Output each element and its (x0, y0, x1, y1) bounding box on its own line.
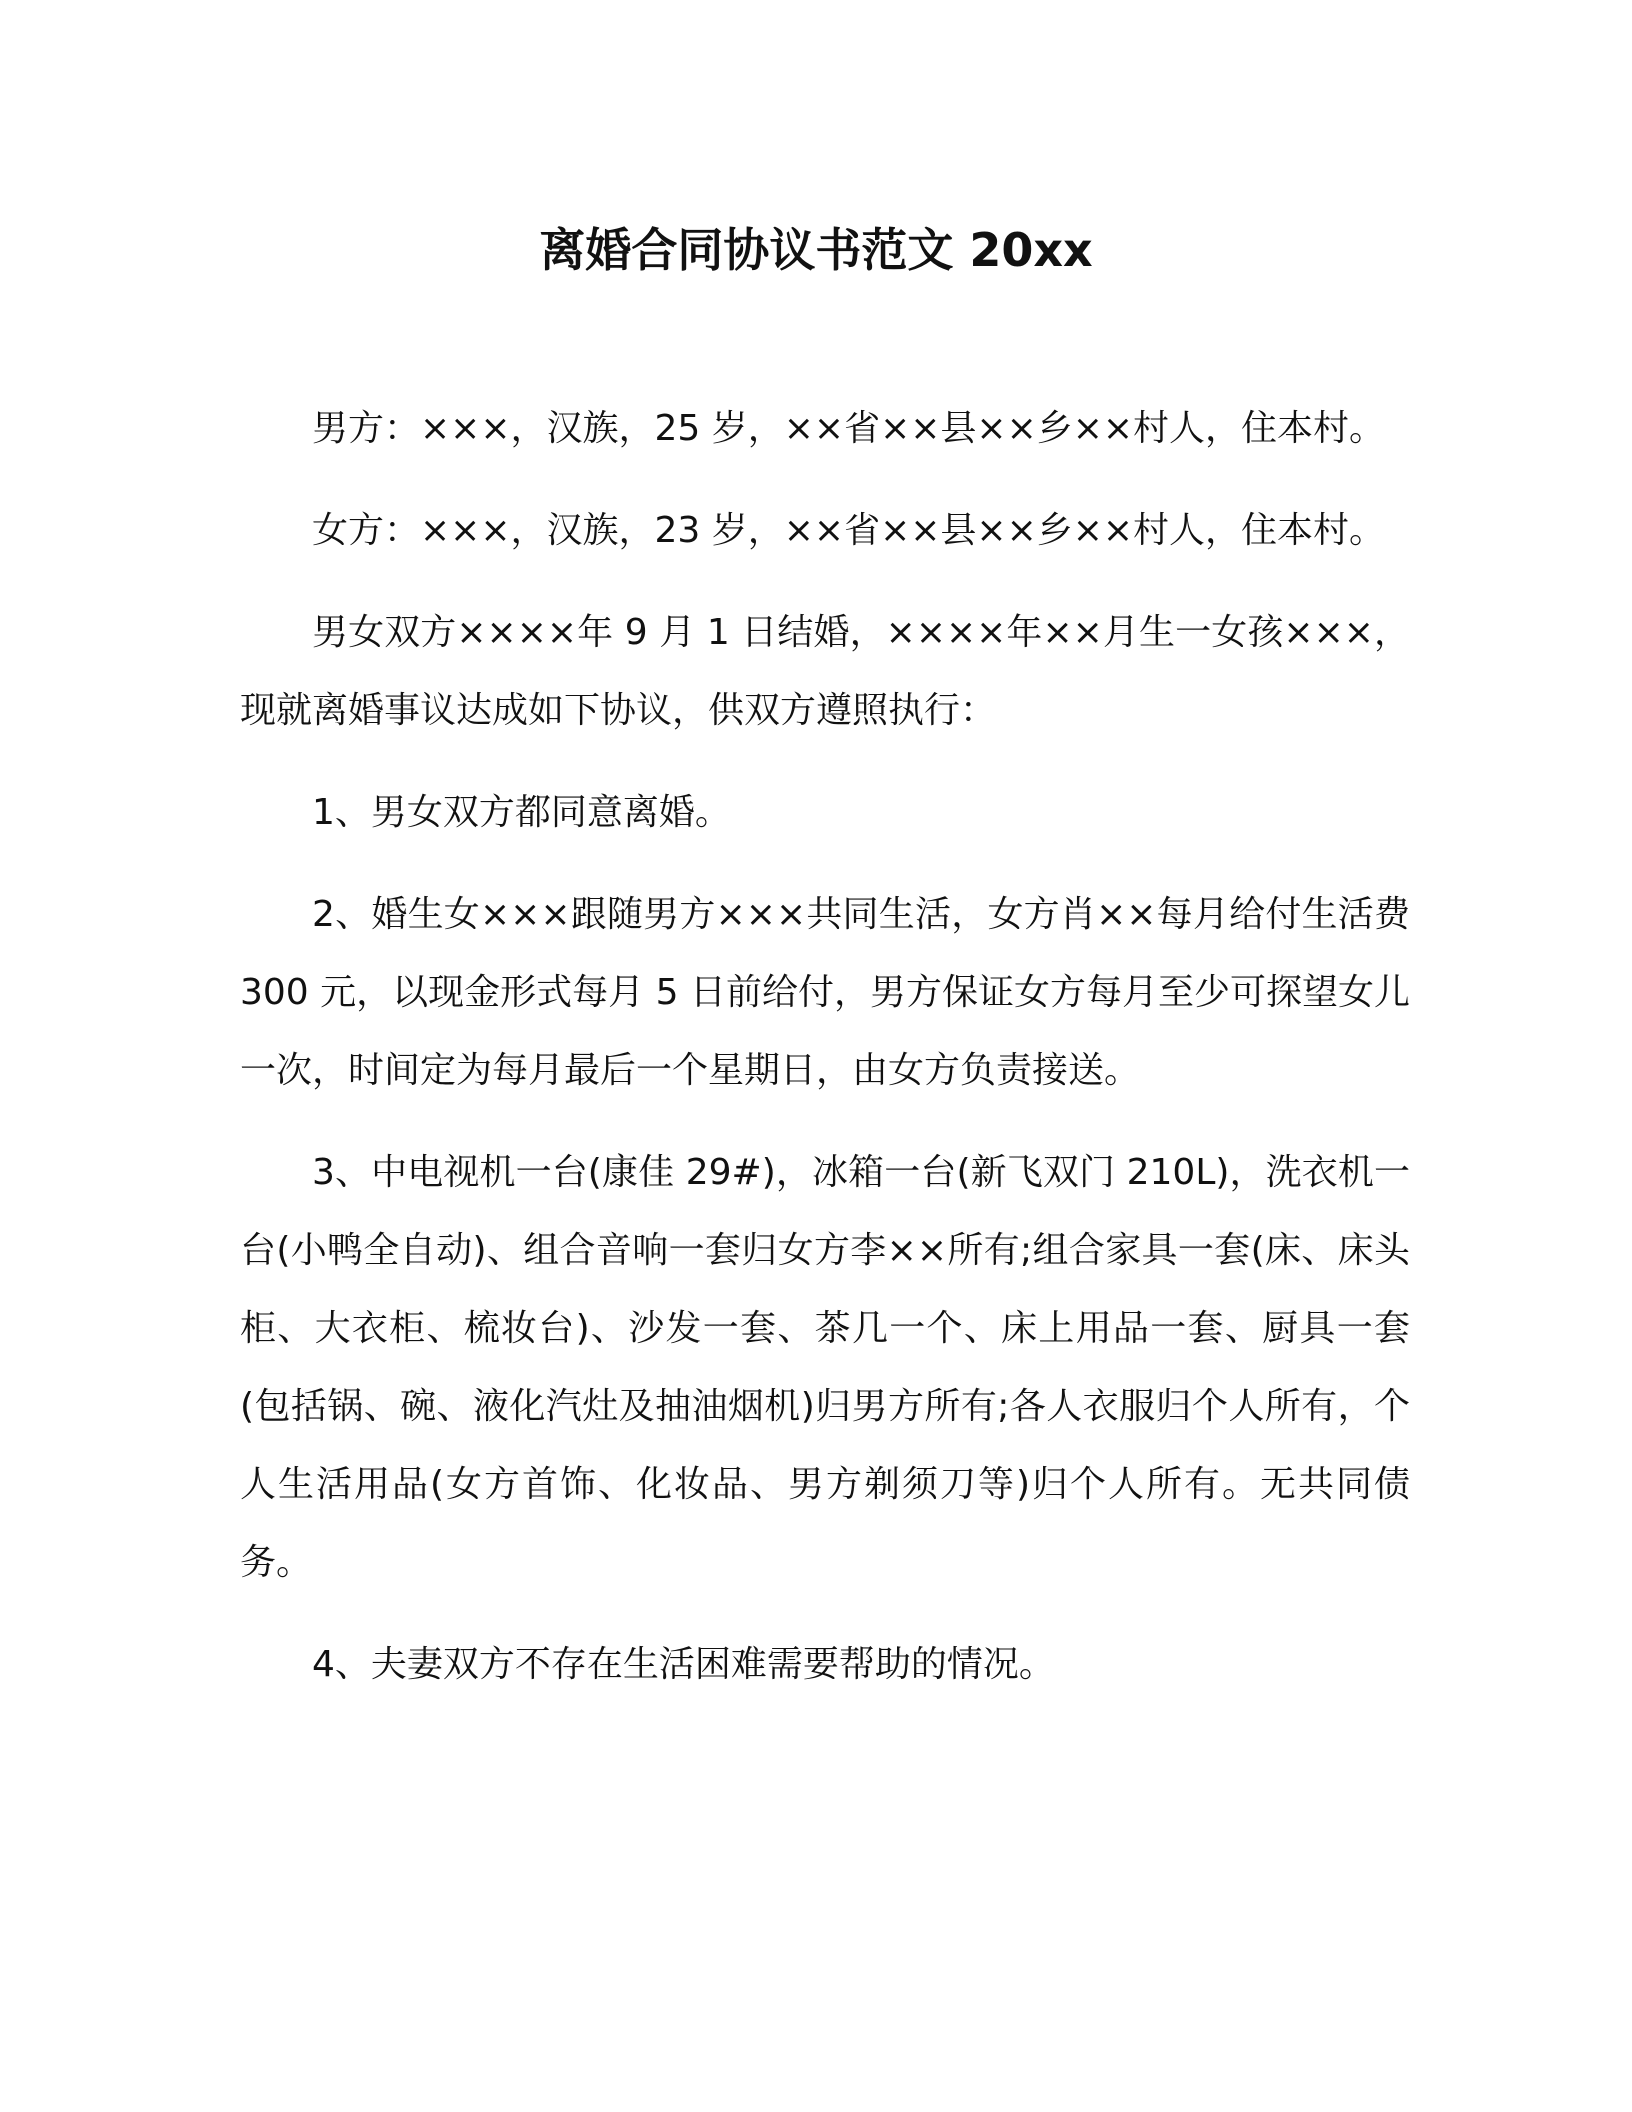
clause-2: 2、婚生女×××跟随男方×××共同生活，女方肖××每月给付生活费 300 元，以现金形式每月 5 日前给付，男方保证女方每月至少可探望女儿一次，时间定为每月最后一个星期日，由女方负责接送。 (240, 894, 1410, 1091)
paragraph-male-party: 男方：×××，汉族，25 岁，××省××县××乡××村人，住本村。 (312, 408, 1386, 449)
clause-4: 4、夫妻双方不存在生活困难需要帮助的情况。 (312, 1644, 1055, 1685)
document-body (240, 390, 1410, 1728)
document-title: 离婚合同协议书范文 20xx (539, 223, 1093, 277)
paragraph-marriage-info: 男女双方××××年 9 月 1 日结婚，××××年××月生一女孩×××，现就离婚事议达成如下协议，供双方遵照执行： (240, 612, 1410, 731)
paragraph-female-party: 女方：×××，汉族，23 岁，××省××县××乡××村人，住本村。 (312, 510, 1386, 551)
clause-1: 1、男女双方都同意离婚。 (312, 792, 731, 833)
clause-3: 3、中电视机一台(康佳 29#)，冰箱一台(新飞双门 210L)，洗衣机一台(小鸭全自动)、组合音响一套归女方李××所有;组合家具一套(床、床头柜、大衣柜、梳妆台)、沙发一套、茶几一个、床上用品一套、厨具一套(包括锅、碗、液化汽灶及抽油烟机)归男方所有;各人衣服归个人所有，个人生活用品(女方首饰、化妆品、男方剃须刀等)归个人所有。无共同债务。 (240, 1152, 1410, 1583)
